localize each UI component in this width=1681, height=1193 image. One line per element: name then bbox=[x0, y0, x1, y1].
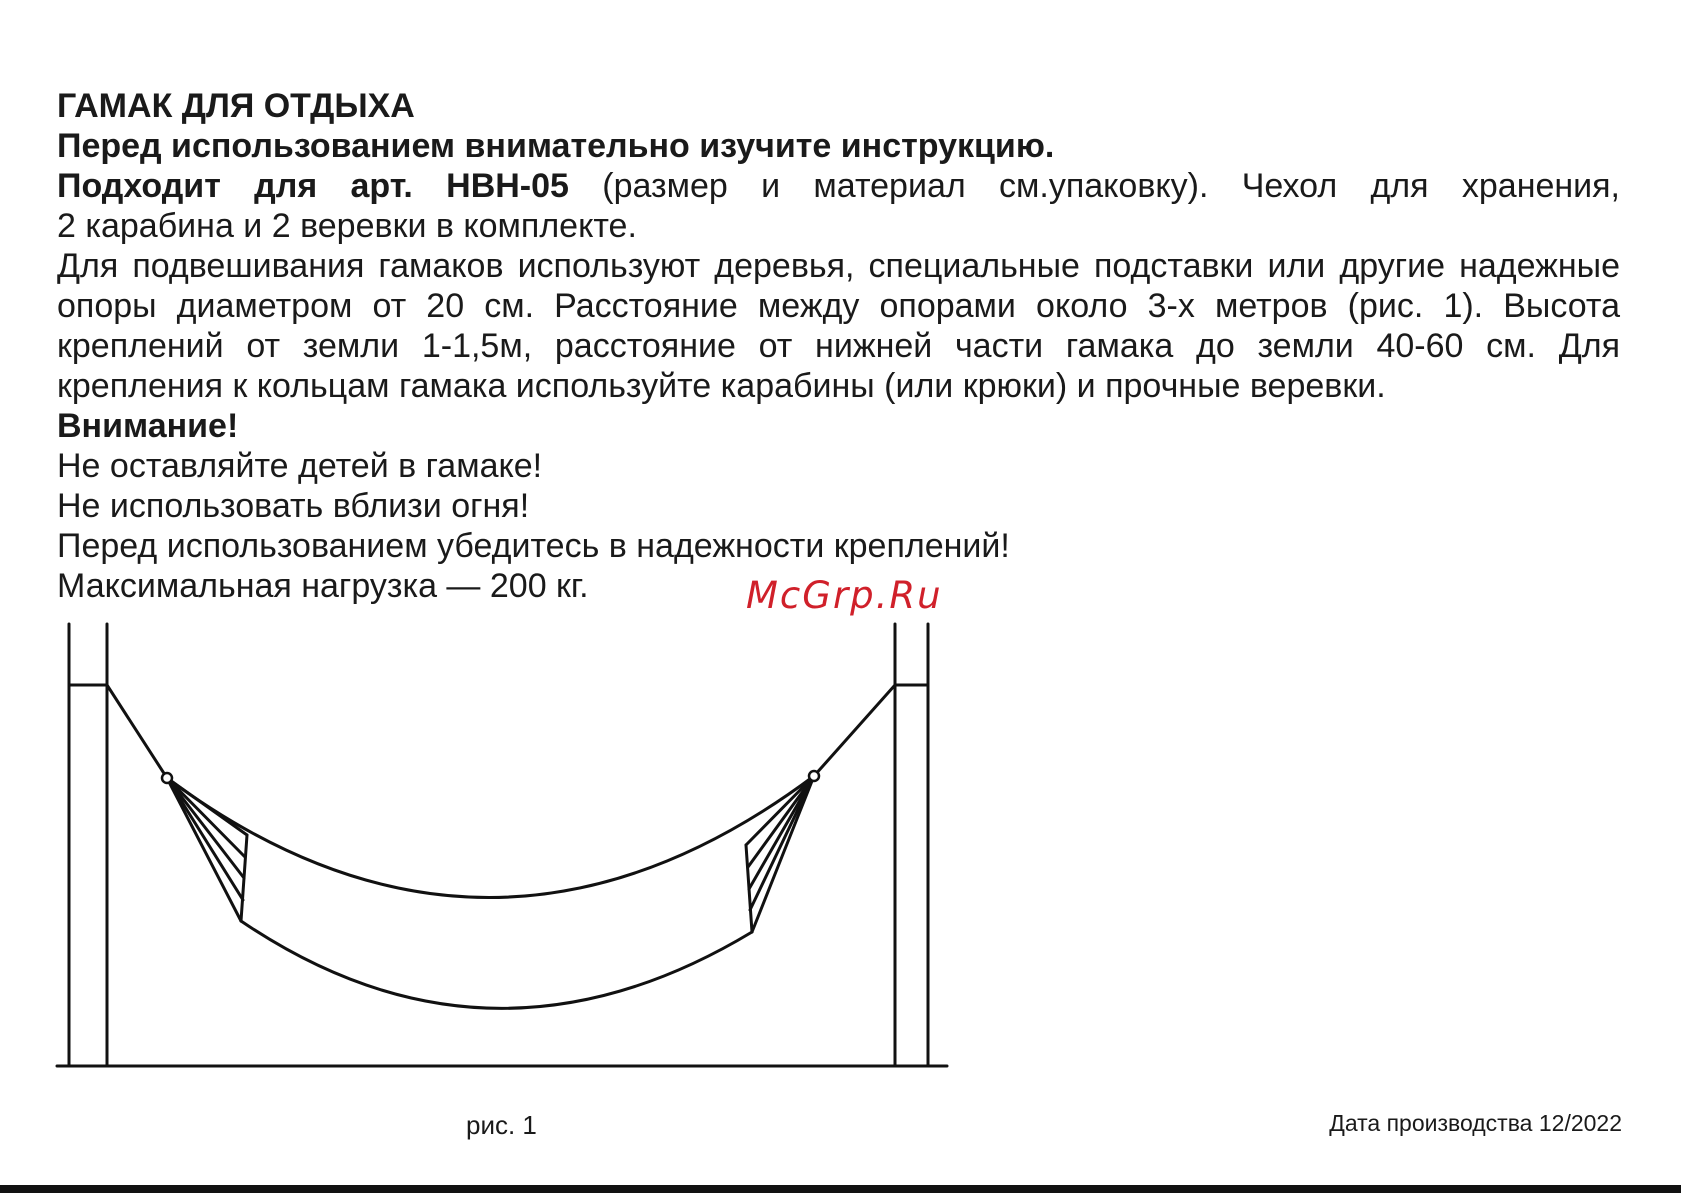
document-title: ГАМАК ДЛЯ ОТДЫХА bbox=[57, 87, 415, 125]
left-suspension-cords bbox=[167, 778, 247, 921]
left-rope bbox=[107, 685, 167, 778]
left-ring-icon bbox=[162, 773, 172, 783]
article-number: Подходит для арт. НВН-05 bbox=[57, 167, 569, 205]
bottom-border bbox=[0, 1185, 1681, 1193]
right-ring-icon bbox=[809, 771, 819, 781]
production-date: Дата производства 12/2022 bbox=[1329, 1110, 1622, 1136]
warning-title: Внимание! bbox=[57, 407, 239, 445]
figure-caption: рис. 1 bbox=[466, 1110, 537, 1140]
warning-item: Не оставляйте детей в гамаке! bbox=[57, 447, 543, 485]
intro-line: Перед использованием внимательно изучите инструкцию. bbox=[57, 127, 1055, 165]
hammock-bottom-edge bbox=[241, 921, 752, 1008]
watermark: McGrp.Ru bbox=[746, 574, 943, 617]
warning-item: Не использовать вблизи огня! bbox=[57, 487, 530, 525]
warning-item: Максимальная нагрузка — 200 кг. bbox=[57, 567, 589, 605]
fits-details: (размер и материал см.упаковку). Чехол для хранения, bbox=[568, 167, 1621, 205]
hanging-instructions: Для подвешивания гамаков используют деревья, специальные подставки или другие надежные опоры диаметром от 20 см. Расстояние между опорами около 3-х метров (рис. 1). Высота креплений от земли 1-1,5м, расстояние от нижней части гамака до земли 40-60 см. Для крепления к кольцам гамака используйте карабины (или крюки) и прочные веревки. bbox=[57, 247, 1620, 405]
fits-line-2: 2 карабина и 2 веревки в комплекте. bbox=[57, 207, 637, 245]
warning-item: Перед использованием убедитесь в надежности креплений! bbox=[57, 527, 1010, 565]
hammock-top-edge bbox=[167, 776, 814, 898]
right-rope bbox=[814, 685, 895, 776]
